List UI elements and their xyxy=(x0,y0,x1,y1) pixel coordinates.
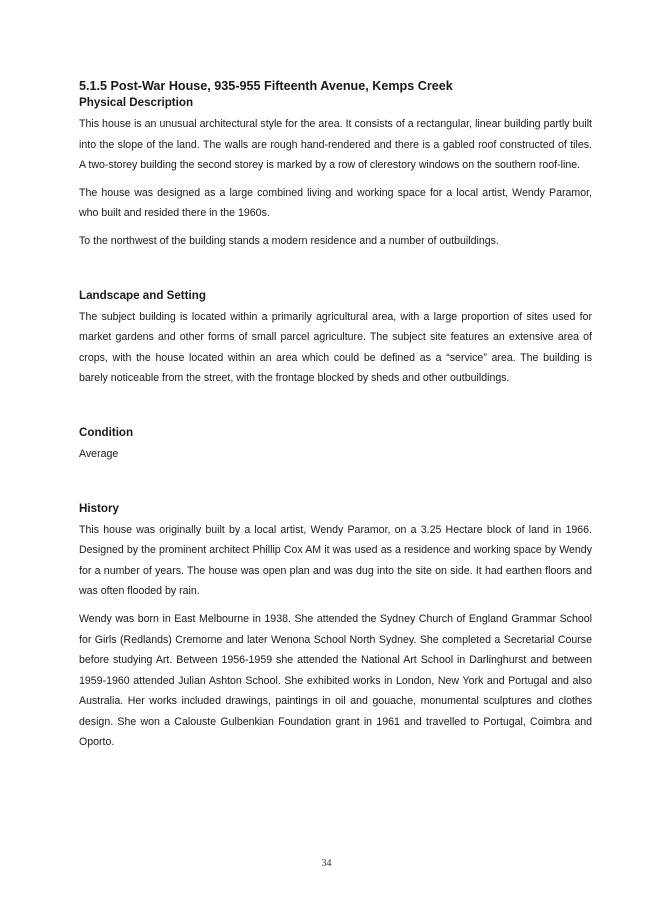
history-paragraph-2: Wendy was born in East Melbourne in 1938. She attended the Sydney Church of England Grammar School for Girls (Redlands) Cremorne and later Wenona School North Sydney. She completed a Secretarial Course before studying Art. Between 1956-1959 she attended the National Art School in Darlinghurst and between 1959-1960 attended Julian Ashton School. She exhibited works in London, New York and Portugal and also Australia. Her works included drawings, paintings in oil and gouache, monumental sculptures and clothes design. She won a Calouste Gulbenkian Foundation grant in 1961 and travelled to Portugal, Coimbra and Oporto. xyxy=(79,612,592,749)
landscape-heading: Landscape and Setting xyxy=(79,288,206,302)
history-heading: History xyxy=(79,501,119,515)
physical-description-paragraph-1: This house is an unusual architectural style for the area. It consists of a rectangular, linear building partly built into the slope of the land. The walls are rough hand-rendered and there is a gabled roof constructed of tiles. A two-storey building the second storey is marked by a row of clerestory windows on the southern roof-line. xyxy=(79,118,592,172)
condition-heading: Condition xyxy=(79,425,134,439)
landscape-paragraph-1: The subject building is located within a primarily agricultural area, with a large proportion of sites used for market gardens and other forms of small parcel agriculture. The subject site features an extensive area of crops, with the house located within an area which could be defined as a “service” area. The building is barely noticeable from the street, with the frontage blocked by sheds and other outbuildings. xyxy=(79,310,592,385)
document-body xyxy=(79,78,592,753)
physical-description-paragraph-3: To the northwest of the building stands a modern residence and a number of outbuildings. xyxy=(79,234,499,247)
page-number: 34 xyxy=(321,858,332,869)
condition-value: Average xyxy=(79,447,119,460)
physical-description-heading: Physical Description xyxy=(79,96,194,109)
history-paragraph-1: This house was originally built by a local artist, Wendy Paramor, on a 3.25 Hectare block of land in 1966. Designed by the prominent architect Phillip Cox AM it was used as a residence and working space by Wendy for a number of years. The house was open plan and was dug into the site on side. It had earthen floors and was often flooded by rain. xyxy=(79,523,592,598)
section-title: 5.1.5 Post-War House, 935-955 Fifteenth Avenue, Kemps Creek xyxy=(79,79,453,93)
physical-description-paragraph-2: The house was designed as a large combined living and working space for a local artist, Wendy Paramor, who built and resided there in the 1960s. xyxy=(79,186,592,220)
